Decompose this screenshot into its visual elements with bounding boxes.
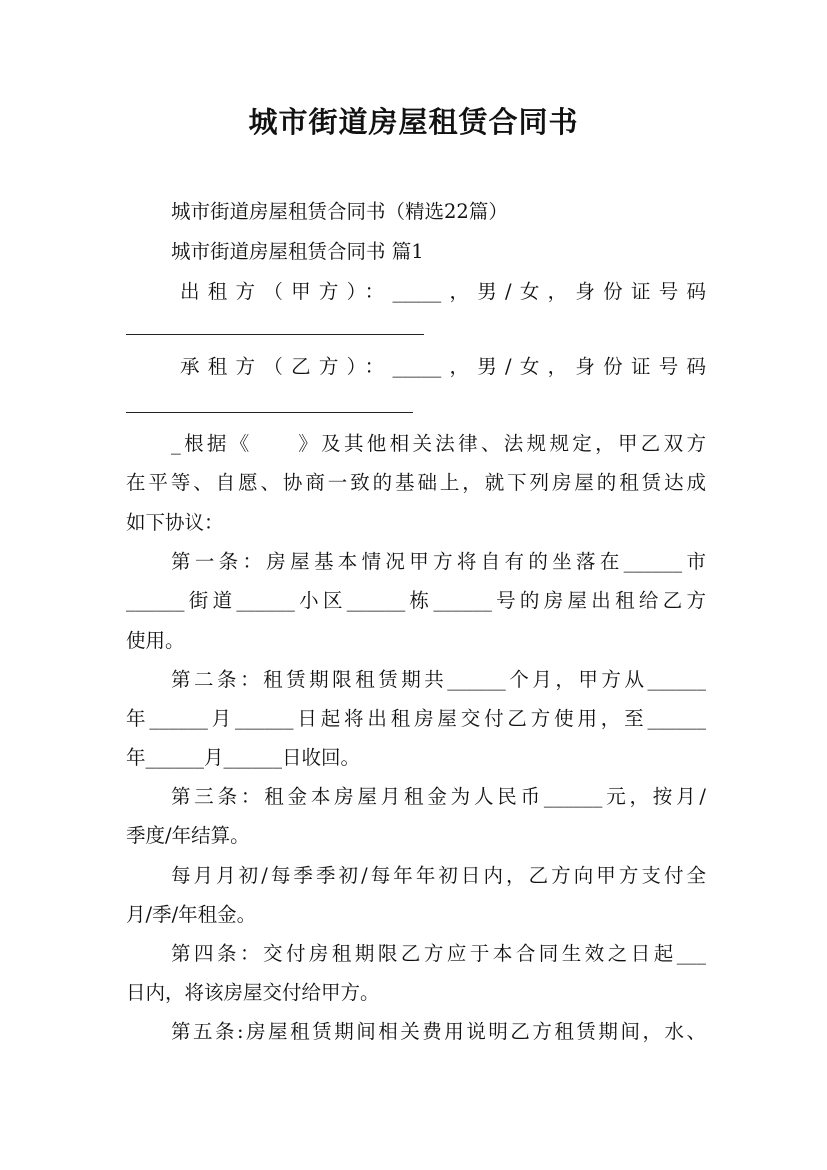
clause-line: 每月月初/每季季初/每年年初日内，乙方向甲方支付全: [171, 864, 706, 887]
subtitle-line: 城市街道房屋租赁合同书（精选22篇）: [171, 200, 508, 223]
clause-line: 第五条:房屋租赁期间相关费用说明乙方租赁期间，水、: [171, 1020, 706, 1043]
paragraph-line: 如下协议：: [126, 511, 224, 534]
clause-line: 第三条：租金本房屋月租金为人民币______元，按月/: [171, 785, 706, 808]
document-title: 城市街道房屋租赁合同书: [248, 105, 579, 139]
clause-line: ______街道______小区______栋______号的房屋出租给乙方: [126, 589, 706, 612]
clause-line: 季度/年结算。: [126, 824, 250, 847]
clause-line: 月/季/年租金。: [126, 903, 257, 926]
lessor-id-blank: [126, 334, 424, 335]
lessee-id-blank: [126, 412, 413, 413]
lessee-line: 承租方（乙方）：_____，男/女，身份证号码: [180, 355, 706, 378]
section-heading: 城市街道房屋租赁合同书 篇1: [171, 240, 424, 263]
clause-line: 年______月______日收回。: [126, 746, 361, 769]
paragraph-line: 在平等、自愿、协商一致的基础上，就下列房屋的租赁达成: [126, 471, 706, 494]
clause-line: 日内，将该房屋交付给甲方。: [126, 981, 380, 1004]
lessor-line: 出租方（甲方）：_____，男/女，身份证号码: [180, 280, 706, 303]
clause-line: 使用。: [126, 629, 185, 652]
clause-line: 第四条：交付房租期限乙方应于本合同生效之日起___: [171, 942, 706, 965]
clause-line: 第二条：租赁期限租赁期共______个月，甲方从______: [171, 668, 706, 691]
paragraph-line: _根据《 》及其他相关法律、法规规定，甲乙双方: [171, 432, 706, 455]
clause-line: 年______月______日起将出租房屋交付乙方使用，至______: [126, 707, 706, 730]
clause-line: 第一条：房屋基本情况甲方将自有的坐落在______市: [171, 550, 706, 573]
